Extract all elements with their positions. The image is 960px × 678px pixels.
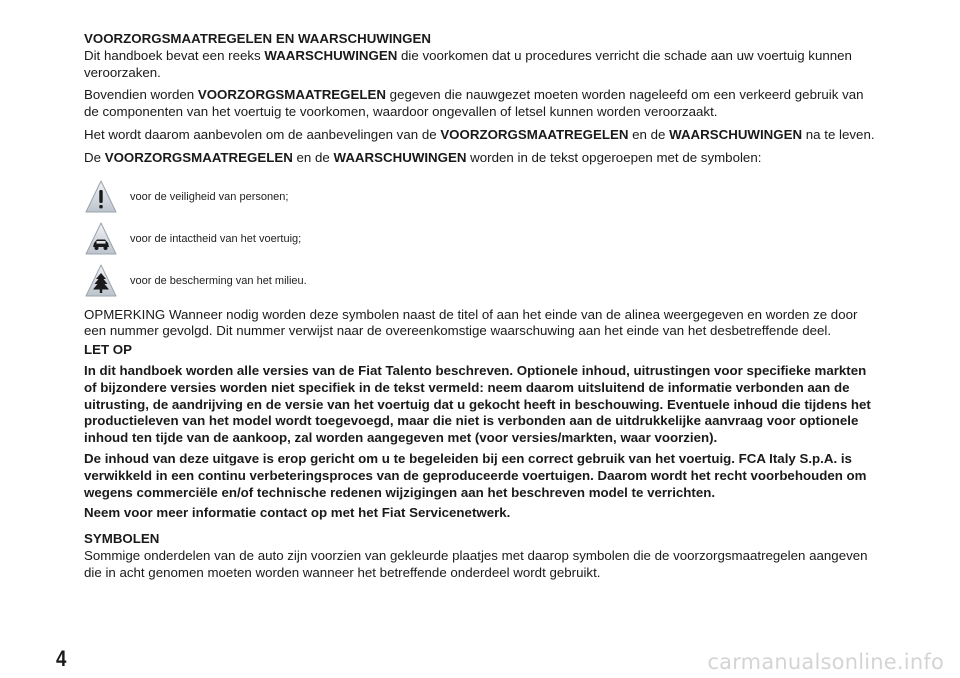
paragraph-symbols-intro: De VOORZORGSMAATREGELEN en de WAARSCHUWINGEN worden in de tekst opgeroepen met de symbolen:: [84, 149, 762, 165]
paragraph-let-op-content: De inhoud van deze uitgave is erop gericht om u te begeleiden bij een correct gebruik van het voertuig. FCA Italy S.p.A. is verwikkeld in een continu verbeteringsproces van de geproduceerde voertuigen. Daarom wordt het recht voorbehouden om wegens commerciële en/of technische redenen wijzigingen aan het beschreven model te verrichten.: [84, 450, 867, 500]
symbol-row-environment: [84, 261, 876, 301]
paragraph-note: OPMERKING Wanneer nodig worden deze symbolen naast de titel of aan het einde van de alinea weergegeven en worden ze door een nummer gevolgd. Dit nummer verwijst naar de overeenkomstige waarschuwing aan het einde van het desbetreffende deel.: [84, 306, 858, 339]
symbol-label-vehicle: voor de intactheid van het voertuig;: [130, 232, 302, 245]
symbol-label-environment: voor de bescherming van het milieu.: [130, 274, 307, 287]
paragraph-let-op-contact: Neem voor meer informatie contact op met het Fiat Servicenetwerk.: [84, 505, 511, 521]
exclamation-triangle-icon: [84, 179, 118, 215]
paragraph-warnings-intro: Dit handboek bevat een reeks WAARSCHUWINGEN die voorkomen dat u procedures verricht die schade aan uw voertuig kunnen veroorzaken.: [84, 47, 852, 80]
symbol-row-vehicle: [84, 219, 876, 259]
symbol-list: [84, 177, 876, 301]
page-content: [84, 31, 876, 582]
section-heading-let-op: LET OP: [84, 342, 133, 358]
paragraph-symbolen: Sommige onderdelen van de auto zijn voorzien van gekleurde plaatjes met daarop symbolen die de voorzorgsmaatregelen aangeven die in acht genomen moeten worden wanneer het betreffende onderdeel wordt gebruikt.: [84, 547, 868, 580]
symbol-label-safety: voor de veiligheid van personen;: [130, 190, 289, 203]
symbol-row-safety: [84, 177, 876, 217]
tree-triangle-icon: [84, 263, 118, 299]
car-triangle-icon: [84, 221, 118, 257]
paragraph-precautions-intro: Bovendien worden VOORZORGSMAATREGELEN gegeven die nauwgezet moeten worden nageleefd om een verkeerd gebruik van de componenten van het voertuig te voorkomen, waardoor ongevallen of letsel kunnen worden veroorzaakt.: [84, 87, 864, 120]
watermark-text: carmanualsonline.info: [707, 650, 944, 674]
page-number: 4: [56, 646, 67, 671]
section-heading-symbolen: SYMBOLEN: [84, 531, 160, 547]
paragraph-recommendation: Het wordt daarom aanbevolen om de aanbevelingen van de VOORZORGSMAATREGELEN en de WAARSCHUWINGEN na te leven.: [84, 126, 875, 142]
paragraph-let-op-versions: In dit handboek worden alle versies van de Fiat Talento beschreven. Optionele inhoud, uitrustingen voor specifieke markten of bijzondere versies worden niet specifiek in de tekst vermeld: neem daarom uitsluitend de informatie verbonden aan de uitrusting, de aandrijving en de versie van het voertuig dat u gekocht heeft in beschouwing. Eventuele inhoud die tijdens het productieleven van het model wordt toegevoegd, maar die niet is verbonden aan de uitdrukkelijke aanvraag voor optionele inhoud ten tijde van de aankoop, zal worden aangegeven met (voor versies/markten, waar voorzien).: [84, 362, 871, 446]
section-heading-precautions: VOORZORGSMAATREGELEN EN WAARSCHUWINGEN: [84, 31, 431, 46]
